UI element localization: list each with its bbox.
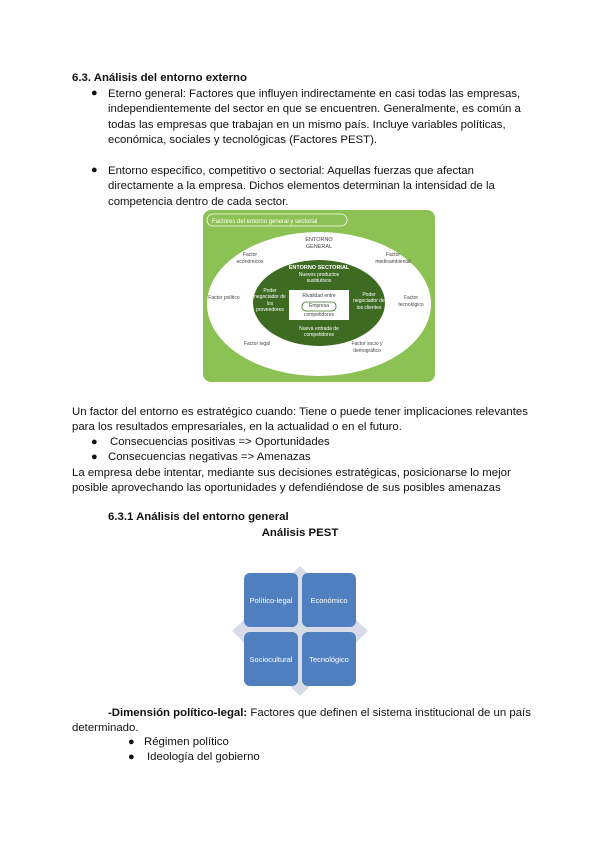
entorno-sectorial-label: ENTORNO SECTORIAL [288,265,350,271]
force-nuevos-productos: Nuevos productos sustitutivos [298,272,340,284]
pest-box-politico-legal [244,573,298,627]
pest-box-sociocultural [244,632,298,686]
pest-label: Político-legal [249,595,293,605]
subsection-title: 6.3.1 Análisis del entorno general [108,511,289,523]
text-line: directamente a la empresa. Dichos elementos determinan la intensidad de la [108,180,495,193]
bullet-ideologia: Ideología del gobierno [147,751,260,763]
text-line [72,706,531,721]
paragraph-estrategico [72,405,528,436]
bullet-icon: ● [128,736,135,748]
rivalidad-label: Rivalidad entre [302,293,336,299]
text-line: La empresa debe intentar, mediante sus decisiones estratégicas, posicionarse lo mejor [72,467,511,479]
dimension-text: Factores que definen el sistema institucional de un país [247,707,531,719]
pest-box-tecnologico [302,632,356,686]
text-line: económica, sociales y tecnológicas (Factores PEST). [108,133,378,146]
bullet-amenazas: Consecuencias negativas => Amenazas [108,451,311,463]
bullet-icon: ● [91,87,98,99]
bullet-icon: ● [128,751,135,763]
force-clientes: Poder negociador de los clientes [353,292,385,311]
bullet-icon: ● [91,164,98,176]
force-nueva-entrada: Nueva entrada de competidores [299,326,339,339]
text-line: todas las empresas que trabajan en un mismo país. Incluye variables políticas, [108,118,506,131]
section-title: 6.3. Análisis del entorno externo [72,72,247,84]
dimension-label: -Dimensión político-legal: [108,707,248,719]
bullet-icon: ● [91,436,98,448]
bullet-entorno-especifico [108,164,526,210]
bullet-eterno-general [108,87,526,148]
force-proveedores: Poder negociador de los proveedores [254,288,286,313]
factor-economicos: Factor económicos [236,252,264,265]
pest-box-economico [302,573,356,627]
factor-socio: Factor socio y demográfico [351,341,383,354]
text-line: independientemente del sector en que se encuentren. Generalmente, es común a [108,103,521,116]
pest-diagram [232,566,368,696]
text-line: posible aprovechando las oportunidades y defendiéndose de sus posibles amenazas [72,482,501,495]
factor-medioambiental: Factor medioambiental [375,252,411,265]
entorno-general-label: ENTORNO GENERAL [305,237,333,250]
empresa-label: Empresa [308,303,329,309]
text-line: para los resultados empresariales, en la actualidad o en el futuro. [72,421,402,434]
bullet-regimen: Régimen político [144,736,229,748]
pest-label: Económico [310,595,348,605]
entorno-diagram [203,210,435,382]
paragraph-posicionarse [72,466,511,497]
factor-legal: Factor legal [243,341,271,347]
text-line: Un factor del entorno es estratégico cuando: Tiene o puede tener implicaciones relevantes [72,406,528,418]
text-line: competencia dentro de cada sector. [108,195,289,208]
text-line: determinado. [72,722,139,735]
diagram-header: Factores del entorno general y sectorial [212,219,318,225]
pest-label: Tecnológico [309,654,349,664]
competidores-label: competidores [303,312,334,318]
factor-tecnologico: Factor tecnológico [398,295,424,308]
text-line: Eterno general: Factores que influyen indirectamente en casi todas las empresas, [108,88,521,100]
bullet-oportunidades: Consecuencias positivas => Oportunidades [110,436,330,448]
bullet-icon: ● [91,451,98,463]
factor-politico: Factor político [208,295,240,301]
text-line: Entorno específico, competitivo o sectorial: Aquellas fuerzas que afectan [108,165,474,177]
dimension-paragraph [72,706,531,737]
pest-title: Análisis PEST [261,527,339,539]
pest-label: Sociocultural [249,654,293,664]
